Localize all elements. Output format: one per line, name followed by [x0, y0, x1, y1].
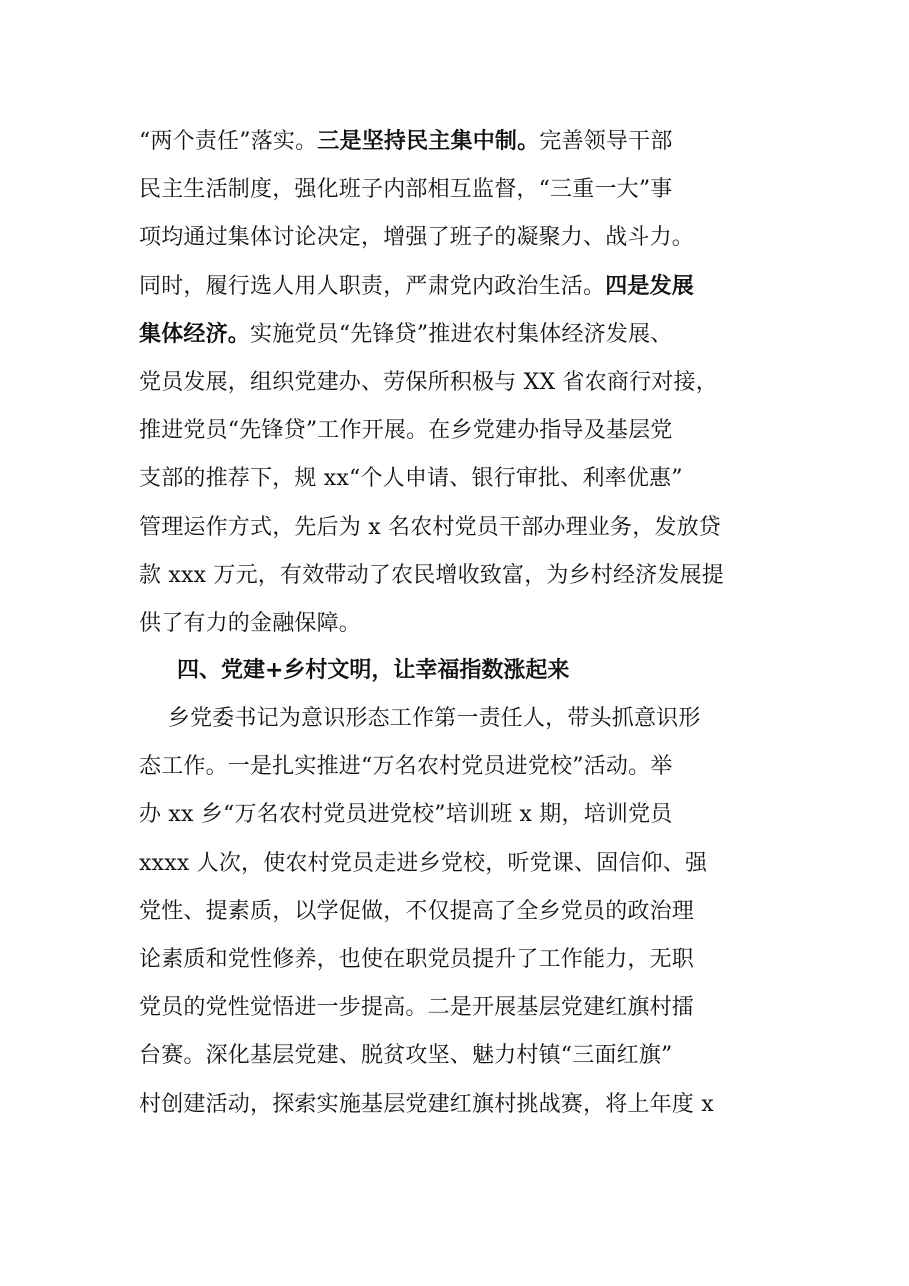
text-run: 论素质和党性修养，也使在职党员提升了工作能力，无职 — [139, 946, 695, 972]
text-run: 党员发展，组织党建办、劳保所积极与 XX 省农商行对接， — [139, 369, 718, 395]
text-run: 同时，履行选人用人职责，严肃党内政治生活。 — [139, 273, 606, 299]
text-line — [139, 600, 779, 648]
text-line — [139, 504, 779, 552]
text-run: 供了有力的金融保障。 — [139, 610, 362, 636]
text-line — [139, 552, 779, 600]
text-run: 办 xx 乡“万名农村党员进党校”培训班 x 期，培训党员 — [139, 802, 673, 828]
text-line — [139, 936, 779, 984]
text-line — [139, 695, 779, 743]
text-line — [139, 1032, 779, 1080]
text-line — [139, 888, 779, 936]
text-run: 党性、提素质，以学促做，不仅提高了全乡党员的政治理 — [139, 898, 695, 924]
text-run: 乡党委书记为意识形态工作第一责任人，带头抓意识形 — [139, 706, 701, 731]
text-run: 支部的推荐下，规 xx“个人申请、银行审批、利率优惠” — [139, 466, 683, 492]
bold-text-run: 四是发展 — [605, 273, 695, 299]
paragraph-party-building-economy — [139, 118, 779, 648]
text-run: “两个责任”落实。 — [139, 129, 318, 154]
text-line — [139, 743, 779, 791]
text-line — [139, 1081, 779, 1129]
text-line — [139, 455, 779, 503]
text-line — [139, 791, 779, 839]
text-line — [139, 840, 779, 888]
text-run: 党员的党性觉悟进一步提高。二是开展基层党建红旗村擂 — [139, 995, 695, 1021]
text-run: 台赛。深化基层党建、脱贫攻坚、魅力村镇“三面红旗” — [139, 1043, 673, 1069]
text-run: 态工作。一是扎实推进“万名农村党员进党校”活动。举 — [139, 754, 673, 780]
text-line — [139, 166, 779, 214]
text-line — [139, 407, 779, 455]
text-run: 推进党员“先锋贷”工作开展。在乡党建办指导及基层党 — [139, 418, 673, 444]
text-run: 民主生活制度，强化班子内部相互监督，“三重一大”事 — [139, 177, 673, 203]
bold-text-run: 三是坚持民主集中制。 — [317, 129, 540, 154]
text-run: 实施党员“先锋贷”推进农村集体经济发展、 — [250, 321, 673, 347]
text-run: 完善领导干部 — [539, 129, 673, 154]
bold-text-run: 集体经济。 — [139, 321, 251, 347]
paragraph-rural-civilization — [139, 695, 779, 1129]
text-line — [139, 311, 779, 359]
text-run: 项均通过集体讨论决定，增强了班子的凝聚力、战斗力。 — [139, 225, 695, 251]
text-run: 款 xxx 万元，有效带动了农民增收致富，为乡村经济发展提 — [139, 562, 725, 588]
text-line — [139, 263, 779, 311]
text-line — [139, 984, 779, 1032]
text-line — [139, 118, 779, 166]
text-run: 村创建活动，探索实施基层党建红旗村挑战赛，将上年度 x — [139, 1091, 714, 1117]
text-line — [139, 214, 779, 262]
text-run: 管理运作方式，先后为 x 名农村党员干部办理业务，发放贷 — [139, 514, 721, 540]
text-line — [139, 359, 779, 407]
section-heading: 四、党建+乡村文明，让幸福指数涨起来 — [177, 658, 570, 683]
text-run: xxxx 人次，使农村党员走进乡党校，听党课、固信仰、强 — [139, 850, 708, 876]
